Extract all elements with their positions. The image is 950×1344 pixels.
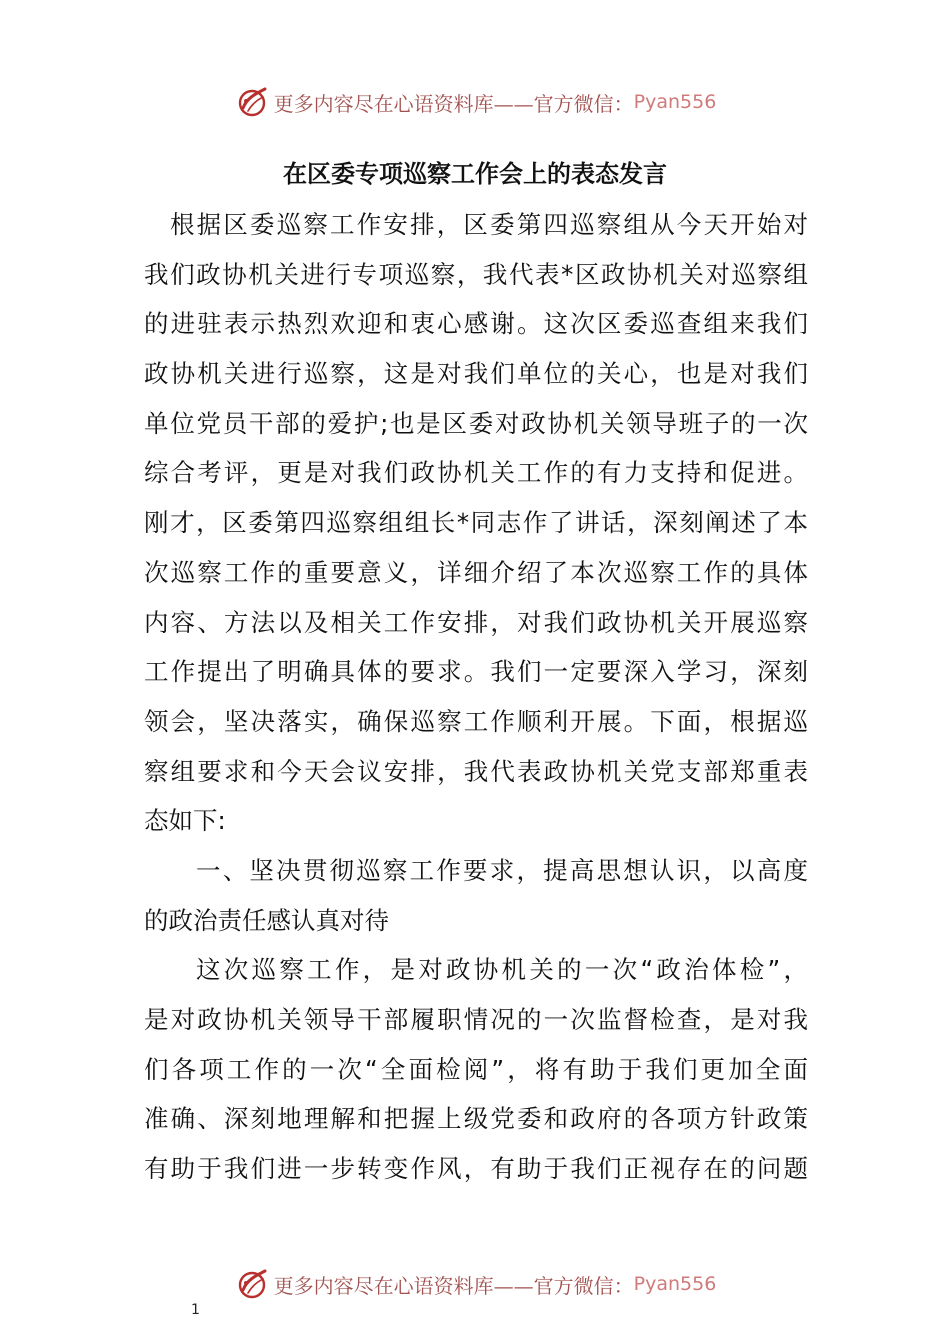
text-line: 工作提出了明确具体的要求。我们一定要深入学习，深刻 — [144, 657, 808, 687]
pen-swirl-logo-icon — [234, 84, 270, 120]
footer-banner — [0, 1262, 950, 1306]
text-line: 刚才，区委第四巡察组组长*同志作了讲话，深刻阐述了本 — [144, 508, 808, 538]
text-line: 领会，坚决落实，确保巡察工作顺利开展。下面，根据巡 — [144, 706, 808, 736]
text-line: 单位党员干部的爱护;也是区委对政协机关领导班子的一次 — [144, 408, 808, 438]
text-line: 这次巡察工作，是对政协机关的一次“政治体检”， — [196, 955, 808, 985]
document-title: 在区委专项巡察工作会上的表态发言 — [283, 160, 667, 188]
text-line: 察组要求和今天会议安排，我代表政协机关党支部郑重表 — [144, 756, 808, 786]
document-body — [144, 200, 808, 1194]
text-line: 次巡察工作的重要意义，详细介绍了本次巡察工作的具体 — [144, 557, 808, 587]
page-number: 1 — [191, 1302, 200, 1318]
banner-text: 更多内容尽在心语资料库——官方微信： — [273, 1273, 634, 1298]
text-line: 我们政协机关进行专项巡察，我代表*区政协机关对巡察组 — [144, 259, 808, 289]
text-line: 综合考评，更是对我们政协机关工作的有力支持和促进。 — [144, 458, 808, 488]
text-line: 准确、深刻地理解和把握上级党委和政府的各项方针政策 — [144, 1104, 808, 1134]
text-line: 是对政协机关领导干部履职情况的一次监督检查，是对我 — [144, 1005, 808, 1034]
text-line: 内容、方法以及相关工作安排，对我们政协机关开展巡察 — [144, 607, 808, 637]
text-line: 根据区委巡察工作安排，区委第四巡察组从今天开始对 — [170, 210, 808, 239]
section-heading-line: 的政治责任感认真对待 — [144, 905, 389, 935]
section-heading-line: 一、坚决贯彻巡察工作要求，提高思想认识，以高度 — [196, 855, 808, 885]
text-line: 政协机关进行巡察，这是对我们单位的关心，也是对我们 — [144, 359, 808, 389]
text-line: 的进驻表示热烈欢迎和衷心感谢。这次区委巡查组来我们 — [144, 309, 808, 339]
text-line: 们各项工作的一次“全面检阅”，将有助于我们更加全面 — [144, 1054, 808, 1084]
pen-swirl-logo-icon — [234, 1266, 270, 1302]
text-line: 态如下: — [144, 806, 226, 836]
banner-text: 更多内容尽在心语资料库——官方微信： — [273, 91, 634, 116]
text-line: 有助于我们进一步转变作风，有助于我们正视存在的问题 — [144, 1154, 808, 1184]
header-banner — [0, 80, 950, 124]
banner-wechat-id: Pyan556 — [633, 1273, 717, 1295]
banner-wechat-id: Pyan556 — [633, 91, 717, 113]
